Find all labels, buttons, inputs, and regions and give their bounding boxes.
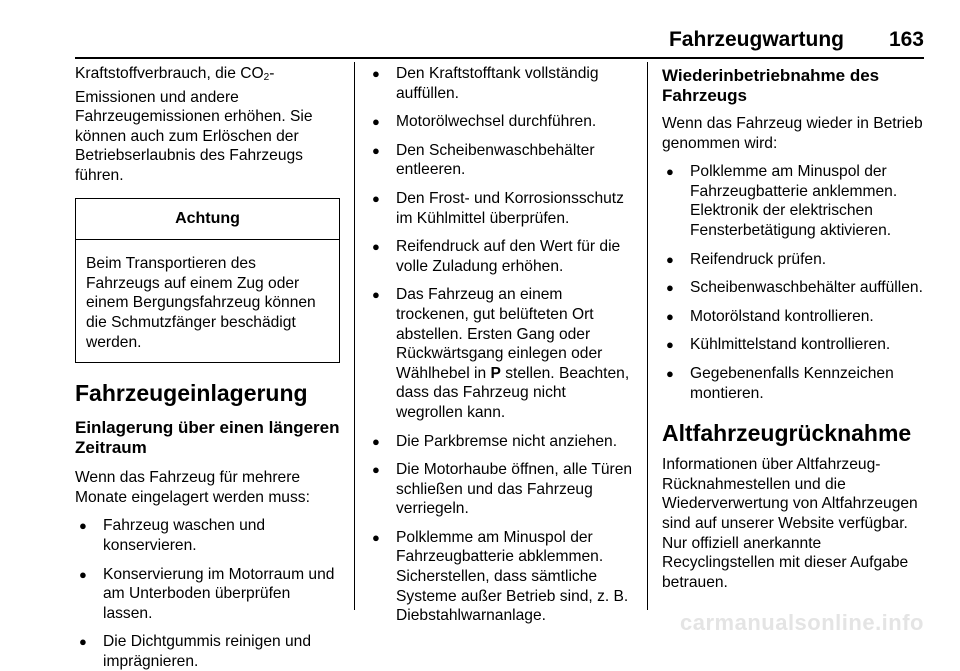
list-item: ● Das Fahrzeug an einem trockenen, gut belüfteten Ort abstellen. Ersten Gang oder Rückwärtsgang einlegen oder Wählhebel in P stellen. Beachten, dass das Fahrzeug nicht wegrollen kann. bbox=[368, 285, 634, 422]
list-item: ● Polklemme am Minuspol der Fahrzeugbatterie anklemmen. Elektronik der elektrischen Fensterbetätigung aktivieren. bbox=[662, 162, 928, 240]
section-title-end-of-life: Altfahrzeugrücknahme bbox=[662, 420, 912, 447]
list-item: ● Die Dichtgummis reinigen und imprägnieren. bbox=[75, 632, 340, 671]
list-item: ● Gegebenenfalls Kennzeichen montieren. bbox=[662, 364, 928, 403]
list-item: ● Polklemme am Minuspol der Fahrzeugbatterie abklemmen. Sicherstellen, dass sämtliche Systeme außer Betrieb sind, z. B. Diebstahlwarnanlage. bbox=[368, 528, 634, 626]
column-right bbox=[662, 64, 928, 592]
list-item: ● Fahrzeug waschen und konservieren. bbox=[75, 516, 340, 555]
list-item: ● Motorölstand kontrollieren. bbox=[662, 307, 928, 327]
list-item: ● Konservierung im Motorraum und am Unterboden überprüfen lassen. bbox=[75, 565, 340, 624]
section-title-storage: Fahrzeugeinlagerung bbox=[75, 380, 308, 407]
list-item: ● Motorölwechsel durchführen. bbox=[368, 112, 634, 132]
page-title: Fahrzeugwartung bbox=[668, 28, 844, 51]
column-middle bbox=[368, 64, 634, 626]
bullet-list bbox=[662, 162, 928, 403]
lead-text: Wenn das Fahrzeug für mehrere Monate eingelagert werden muss: bbox=[75, 469, 310, 506]
warning-title: Achtung bbox=[76, 199, 339, 241]
bullet-list bbox=[368, 64, 634, 626]
page-header bbox=[75, 27, 924, 59]
list-item: ● Kühlmittelstand kontrollieren. bbox=[662, 335, 928, 355]
list-item: ● Reifendruck prüfen. bbox=[662, 250, 928, 270]
lead-text: Wenn das Fahrzeug wieder in Betrieb genommen wird: bbox=[662, 115, 923, 152]
column-divider bbox=[647, 62, 648, 610]
list-item: ● Die Parkbremse nicht anziehen. bbox=[368, 432, 634, 452]
list-item: ● Die Motorhaube öffnen, alle Türen schließen und das Fahrzeug verriegeln. bbox=[368, 460, 634, 519]
warning-text: Beim Transportieren des Fahrzeugs auf einem Zug oder einem Bergungsfahrzeug können die Schmutzfänger beschädigt werden. bbox=[86, 255, 316, 351]
subsection-title-recommissioning: Wiederinbetriebnahme des Fahrzeugs bbox=[662, 66, 880, 105]
warning-box bbox=[75, 198, 340, 364]
list-item: ● Den Kraftstofftank vollständig auffüllen. bbox=[368, 64, 634, 103]
column-divider bbox=[354, 62, 355, 610]
intro-paragraph: Kraftstoffverbrauch, die $CO_2$-Emissionen und andere Fahrzeugemissionen erhöhen. Sie können auch zum Erlöschen der Betriebserlaubnis des Fahrzeugs führen. bbox=[75, 65, 313, 184]
subsection-title-long-term: Einlagerung über einen längeren Zeitraum bbox=[75, 418, 340, 458]
list-item: ● Reifendruck auf den Wert für die volle Zuladung erhöhen. bbox=[368, 237, 634, 276]
watermark: carmanualsonline.info bbox=[680, 610, 924, 635]
column-left bbox=[75, 64, 340, 671]
list-item: ● Den Frost- und Korrosionsschutz im Kühlmittel überprüfen. bbox=[368, 189, 634, 228]
gear-position-p: P bbox=[490, 364, 501, 382]
list-item: ● Scheibenwaschbehälter auffüllen. bbox=[662, 278, 928, 298]
page-number: 163 bbox=[888, 28, 924, 51]
bullet-list bbox=[75, 516, 340, 671]
end-of-life-text: Informationen über Altfahrzeug-Rücknahmestellen und die Wiederverwertung von Altfahrzeugen sind auf unserer Website verfügbar. Nur offiziell anerkannte Recyclingstellen mit dieser Aufgabe betrauen. bbox=[662, 456, 918, 591]
list-item: ● Den Scheibenwaschbehälter entleeren. bbox=[368, 141, 634, 180]
